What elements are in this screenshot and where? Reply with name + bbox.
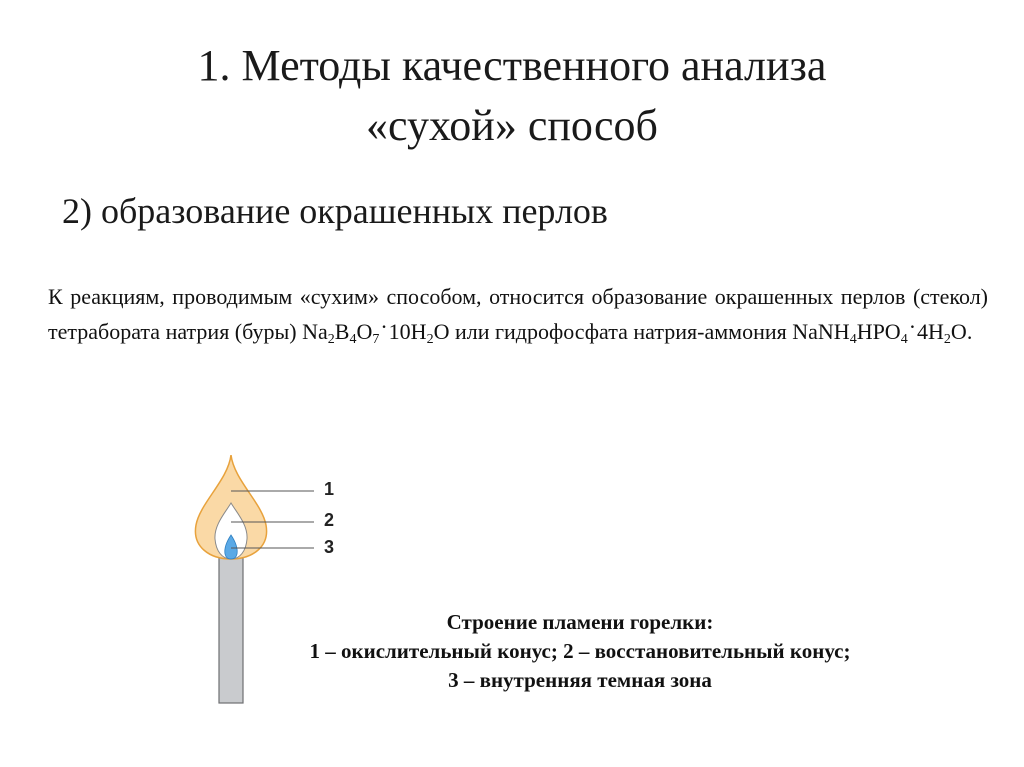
title-line-2: «сухой» способ — [366, 101, 658, 150]
burner-tube — [219, 556, 243, 703]
slide-subtitle: 2) образование окрашенных перлов — [62, 191, 608, 231]
formula-microcosmic-salt: $NaNH_4HPO_4\cdot 4H_2O$ — [792, 314, 967, 347]
caption-line-3: 3 – внутренняя темная зона — [448, 668, 712, 692]
caption-line-2: 1 – окислительный конус; 2 – восстановительный конус; — [309, 639, 851, 663]
paragraph-text-3: . — [966, 319, 973, 344]
flame-label-2: 2 — [324, 510, 335, 530]
title-line-1: 1. Методы качественного анализа — [197, 41, 827, 90]
formula-borax: $Na_2B_4O_7\cdot 10H_2O$ — [302, 314, 450, 347]
flame-label-3: 3 — [324, 537, 335, 557]
flame-label-1: 1 — [324, 479, 335, 499]
paragraph-text-1: К реакциям, проводимым «сухим» способом, относится образование окрашенных перлов (стекол) тетрабората натрия (буры) — [48, 284, 988, 344]
diagram-caption — [270, 608, 890, 695]
caption-line-1: Строение пламени горелки: — [446, 610, 714, 634]
paragraph-text-2: или гидрофосфата натрия-аммония — [449, 319, 793, 344]
body-paragraph — [48, 279, 988, 349]
slide-title — [0, 36, 1024, 156]
